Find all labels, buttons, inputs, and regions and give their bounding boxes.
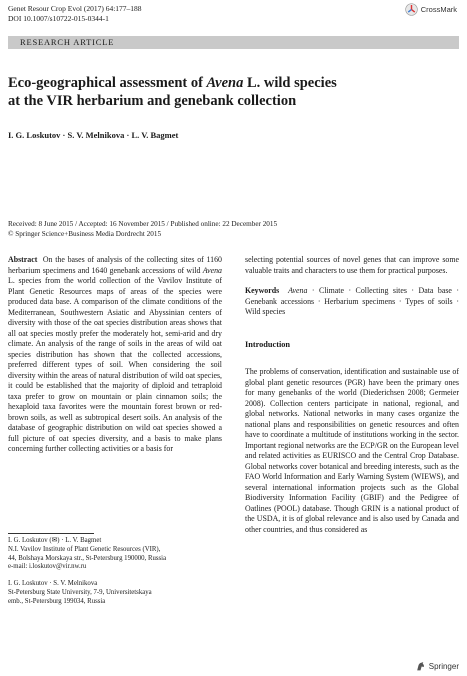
- abstract-continued: selecting potential sources of novel genes that can improve some valuable traits and characters to use them for practical purposes.: [245, 255, 459, 275]
- affiliation-1: [8, 537, 222, 572]
- intro-t2: ; Germeier: [423, 388, 459, 397]
- keywords: [245, 286, 459, 318]
- abstract-column: [8, 255, 222, 455]
- journal-citation: Genet Resour Crop Evol (2017) 64:177–188: [8, 4, 142, 13]
- article-type-bar: [8, 36, 459, 49]
- doi[interactable]: DOI 10.1007/s10722-015-0344-1: [8, 14, 109, 23]
- introduction-heading: Introduction: [245, 339, 291, 349]
- footnote-divider: [8, 533, 94, 534]
- abstract-text-b: L. species from the world collection of the Vavilov Institute of Plant Genetic Resources maps of areas of the species were produced data base. A comparison of the climate conditions of the Mediterranean, Southwestern Asiatic and Abyssinian centers of diversity with those of the oat species distribution areas shows that all oat species mostly prefer the moderately hot, semi-arid and dry climate. An analysis of the range of soils in the areas of wild oat species distribution has shown that the collected accessions, preferred different types of soil. When considering the soil diversity within the areas of natural distribution of wild oat species, it could be established that the majority of diploid and tetraploid taxa prefer to grow on mountain or plain cinnamon soils; the hexaploid taxa favorites were the mountain forest brown or red-brown soils, as well as subtropical desert soils. An analysis of the database of geographic distribution on wild oat species showed a full picture of oat species diversity, and a basis to make plans concerning further collecting activities or a basis for: [8, 276, 222, 453]
- affiliation-address: emb., St-Petersburg 199034, Russia: [8, 597, 106, 605]
- introduction-text: [245, 367, 459, 535]
- affiliation-authors: I. G. Loskutov (✉) · L. V. Bagmet: [8, 537, 102, 544]
- title-part2: L. wild species: [243, 75, 337, 91]
- crossmark-icon: [405, 3, 418, 16]
- abstract: [8, 255, 222, 455]
- keywords-italic: Avena: [288, 286, 308, 295]
- crossmark-badge[interactable]: [405, 3, 457, 16]
- article-type: RESEARCH ARTICLE: [20, 37, 115, 47]
- affiliation-institute: N.I. Vavilov Institute of Plant Genetic Resources (VIR),: [8, 545, 161, 553]
- springer-label: Springer: [428, 662, 459, 671]
- title-line2: at the VIR herbarium and genebank collection: [8, 93, 297, 109]
- article-title: [8, 74, 448, 110]
- keywords-text: · Climate · Collecting sites · Data base · Genebank accessions · Herbarium specimens · Types of soils · Wild species: [245, 286, 459, 316]
- publication-dates: [8, 220, 448, 239]
- dates-received: Received: 8 June 2015 / Accepted: 16 November 2015 / Published online: 22 December 2015: [8, 220, 278, 228]
- right-column: [245, 255, 459, 535]
- journal-header: [8, 4, 142, 24]
- intro-t1: The problems of conservation, identification and sustainable use of global plant genetic resources (PGR) have been the primary ones for many genebanks of the world (Diederichsen: [245, 367, 459, 397]
- ref-germeier[interactable]: 2008: [245, 398, 261, 408]
- intro-t3: ). Collection centers participate in national, regional, and global networks. National networks in many cases organize the national plans and responsibilities on genetic resources and often have to coordinate a multitude of institutions working in the sector. Important regional networks are the ECP/GR on the European level and related activities as EURISCO and the Central Crop Database. Global networks cover botanical and breeding interests, such as the FAO World Information and Early Warning System (WIEWS), and several international information projects such as the Global Biodiversity Information Facility (GBIF) and the Pedigree of Oatlines (POOL) database. Though GRIN is a national product of the USDA, it is of global relevance and is also used by Canada and other countries, and thus considered as: [245, 398, 459, 534]
- ref-diederichsen[interactable]: 2008: [407, 388, 424, 397]
- title-species: Avena: [206, 75, 244, 91]
- author-list: I. G. Loskutov · S. V. Melnikova · L. V. Bagmet: [8, 130, 179, 140]
- affiliation-2: [8, 580, 222, 606]
- copyright: © Springer Science+Business Media Dordrecht 2015: [8, 229, 162, 238]
- title-part1: Eco-geographical assessment of: [8, 75, 207, 91]
- affiliation-address: 44, Bolshaya Morskaya str., St-Petersburg 190000, Russia: [8, 554, 167, 562]
- crossmark-label: CrossMark: [420, 5, 457, 14]
- abstract-italic: Avena: [202, 265, 222, 275]
- affiliation-institute: St-Petersburg State University, 7-9, Universitetskaya: [8, 588, 152, 596]
- springer-horse-icon: [415, 661, 426, 672]
- keywords-heading: Keywords: [245, 286, 280, 295]
- affiliation-authors: I. G. Loskutov · S. V. Melnikova: [8, 580, 98, 587]
- abstract-text-a: On the bases of analysis of the collecting sites of 1160 herbarium specimens and 1640 genebank accessions of wild: [8, 255, 222, 275]
- affiliation-email[interactable]: e-mail: i.loskutov@vir.nw.ru: [8, 563, 87, 571]
- abstract-heading: Abstract: [8, 255, 38, 264]
- springer-logo: [415, 661, 459, 672]
